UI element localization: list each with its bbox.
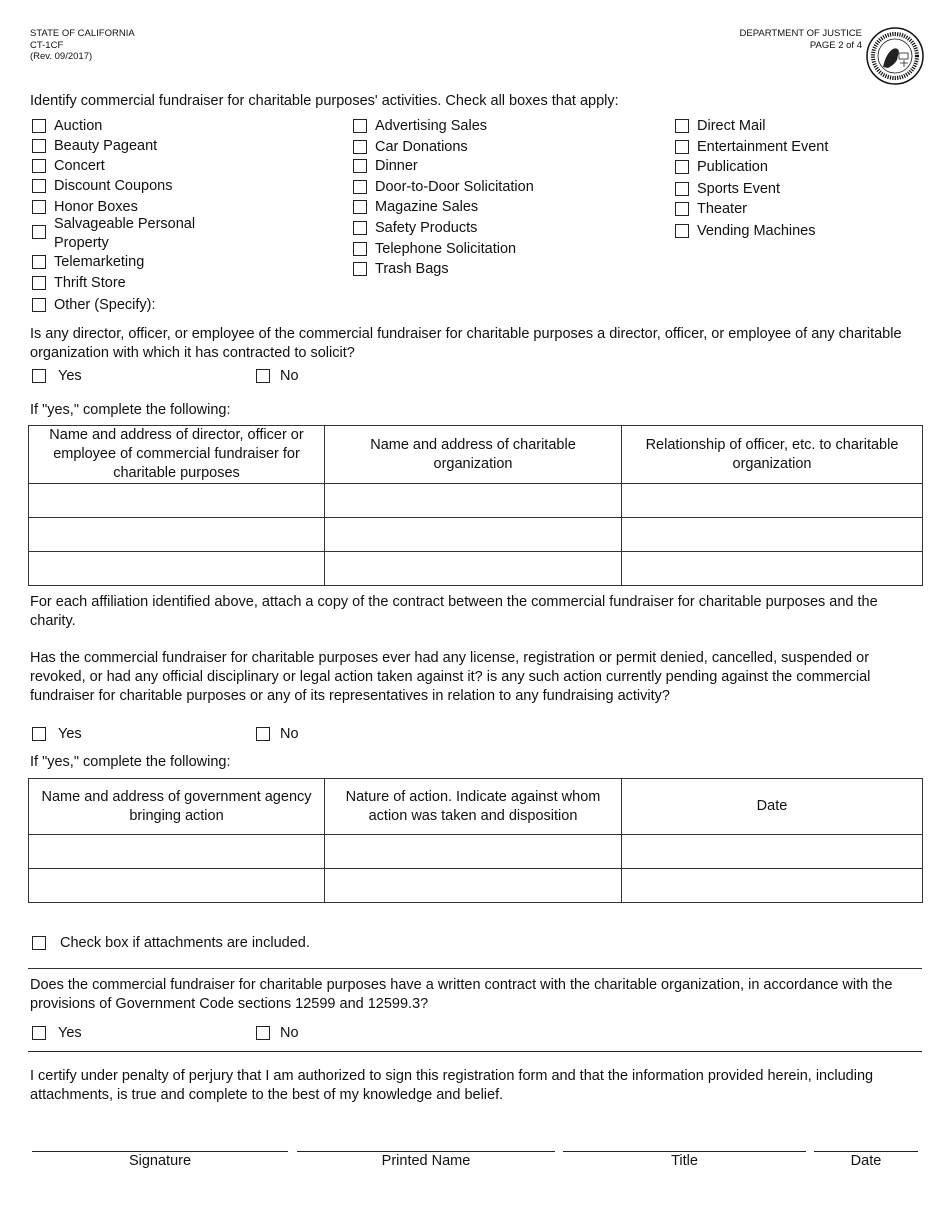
- checkbox-label: Yes: [58, 1025, 82, 1041]
- checkbox[interactable]: [32, 200, 46, 214]
- table-input-cell[interactable]: [325, 869, 622, 903]
- table-input-cell[interactable]: [325, 484, 622, 518]
- table-input-cell[interactable]: [29, 484, 325, 518]
- table-row: [29, 869, 923, 903]
- checkbox-row-telemarketing[interactable]: [32, 253, 144, 272]
- checkbox-row-magazine-sales[interactable]: [353, 198, 478, 217]
- q1-if-yes-label: If "yes," complete the following:: [30, 402, 231, 418]
- table-header-cell: Name and address of director, officer or employee of commercial fundraiser for charitable purposes: [29, 426, 325, 484]
- written-contract-question: Does the commercial fundraiser for charitable purposes have a written contract with the charitable organization, in accordance with the provisions of Government Code sections 12599 and 12599.3?: [30, 977, 893, 1012]
- checkbox[interactable]: [256, 1026, 270, 1040]
- checkbox[interactable]: [32, 255, 46, 269]
- table-header-cell: Nature of action. Indicate against whom action was taken and disposition: [325, 779, 622, 835]
- table-input-cell[interactable]: [622, 835, 923, 869]
- table-input-cell[interactable]: [622, 518, 923, 552]
- q3-yes-option[interactable]: [32, 1024, 82, 1043]
- page-number: PAGE 2 of 4: [809, 39, 862, 51]
- checkbox-label: Safety Products: [375, 220, 478, 236]
- table-input-cell[interactable]: [325, 552, 622, 586]
- checkbox-label: Door-to-Door Solicitation: [375, 179, 534, 195]
- table-header-row: [29, 779, 923, 835]
- table-row: [29, 518, 923, 552]
- checkbox[interactable]: [32, 298, 46, 312]
- q2-yes-option[interactable]: [32, 725, 82, 744]
- checkbox-label: No: [280, 368, 299, 384]
- director-overlap-question: Is any director, officer, or employee of the commercial fundraiser for charitable purposes a director, officer, or employee of any charitable organization with which it has contracted to solicit?: [30, 326, 902, 361]
- checkbox-label: Other (Specify):: [54, 297, 156, 313]
- checkbox-row-vending-machines[interactable]: [675, 222, 816, 241]
- table-input-cell[interactable]: [325, 518, 622, 552]
- checkbox-row-door-to-door[interactable]: [353, 178, 534, 197]
- checkbox-label: No: [280, 726, 299, 742]
- checkbox-row-trash-bags[interactable]: [353, 260, 449, 279]
- checkbox[interactable]: [675, 202, 689, 216]
- checkbox-label: Beauty Pageant: [54, 138, 158, 154]
- checkbox-label: Thrift Store: [54, 275, 126, 291]
- checkbox-label: Dinner: [375, 158, 418, 174]
- checkbox-row-car-donations[interactable]: [353, 138, 468, 157]
- checkbox-label: Vending Machines: [697, 223, 816, 239]
- checkbox-label: Entertainment Event: [697, 139, 829, 155]
- affiliation-note: For each affiliation identified above, attach a copy of the contract between the commercial fundraiser for charitable purposes and the charity.: [30, 594, 878, 629]
- attorney-general-seal-icon: [866, 27, 924, 85]
- q1-yes-option[interactable]: [32, 367, 82, 386]
- checkbox-row-advertising-sales[interactable]: [353, 117, 487, 136]
- government-action-table: [28, 778, 923, 903]
- checkbox-label: No: [280, 1025, 299, 1041]
- checkbox[interactable]: [675, 119, 689, 133]
- checkbox[interactable]: [32, 179, 46, 193]
- checkbox-row-other[interactable]: [32, 296, 156, 315]
- disciplinary-action-question: Has the commercial fundraiser for charitable purposes ever had any license, registration or permit denied, cancelled, suspended or revoked, or had any official disciplinary or legal action taken against it? is any such action currently pending against the commercial fundraiser for charitable purposes or any of its representatives in relation to any fundraising activity?: [30, 650, 871, 704]
- state-label: STATE OF CALIFORNIA: [30, 28, 135, 39]
- checkbox-label: Direct Mail: [697, 118, 766, 134]
- checkbox[interactable]: [32, 225, 46, 239]
- checkbox-row-telephone-solicitation[interactable]: [353, 240, 516, 259]
- checkbox[interactable]: [353, 180, 367, 194]
- checkbox-label: Concert: [54, 158, 105, 174]
- checkbox[interactable]: [32, 119, 46, 133]
- table-input-cell[interactable]: [29, 552, 325, 586]
- checkbox-label: Auction: [54, 118, 103, 134]
- checkbox[interactable]: [675, 140, 689, 154]
- section-divider: [28, 1051, 922, 1052]
- checkbox[interactable]: [675, 182, 689, 196]
- checkbox[interactable]: [32, 139, 46, 153]
- checkbox[interactable]: [353, 221, 367, 235]
- table-row: [29, 484, 923, 518]
- checkbox-row-entertainment-event[interactable]: [675, 138, 828, 157]
- q3-no-option[interactable]: [256, 1024, 299, 1043]
- revision-date: (Rev. 09/2017): [30, 51, 93, 62]
- checkbox-label: Trash Bags: [375, 261, 449, 277]
- section-divider: [28, 968, 922, 969]
- table-input-cell[interactable]: [325, 835, 622, 869]
- form-number: CT-1CF: [30, 39, 64, 51]
- checkbox-label: Magazine Sales: [375, 199, 479, 215]
- checkbox-label: Publication: [697, 159, 768, 175]
- table-input-cell[interactable]: [29, 518, 325, 552]
- checkbox-row-salvageable-personal-property[interactable]: [32, 215, 224, 253]
- checkbox[interactable]: [32, 369, 46, 383]
- checkbox-row-auction[interactable]: [32, 117, 102, 136]
- checkbox-label: Telephone Solicitation: [375, 241, 517, 257]
- activities-prompt: Identify commercial fundraiser for charitable purposes' activities. Check all boxes that apply:: [30, 93, 619, 109]
- q2-no-option[interactable]: [256, 725, 299, 744]
- checkbox[interactable]: [256, 727, 270, 741]
- checkbox-label: Yes: [58, 726, 82, 742]
- table-row: [29, 835, 923, 869]
- attachments-option[interactable]: [32, 934, 310, 953]
- table-input-cell[interactable]: [29, 869, 325, 903]
- checkbox[interactable]: [353, 119, 367, 133]
- checkbox[interactable]: [353, 159, 367, 173]
- checkbox-label: Check box if attachments are included.: [60, 935, 310, 951]
- checkbox[interactable]: [32, 159, 46, 173]
- form-id-block: [30, 28, 135, 63]
- checkbox-row-thrift-store[interactable]: [32, 274, 126, 293]
- checkbox-label: Honor Boxes: [54, 199, 138, 215]
- table-header-cell: Relationship of officer, etc. to charitable organization: [622, 426, 923, 484]
- table-row: [29, 552, 923, 586]
- certification-statement: I certify under penalty of perjury that I am authorized to sign this registration form and that the information provided herein, including attachments, is true and complete to the best of my knowledge and belief.: [30, 1068, 874, 1103]
- date-label: Date: [850, 1153, 882, 1169]
- checkbox-label: Advertising Sales: [375, 118, 488, 134]
- table-header-cell: Name and address of charitable organization: [325, 426, 622, 484]
- checkbox-row-safety-products[interactable]: [353, 219, 477, 238]
- checkbox[interactable]: [353, 200, 367, 214]
- checkbox-row-publication[interactable]: [675, 158, 768, 177]
- checkbox-label: Telemarketing: [54, 254, 145, 270]
- checkbox[interactable]: [675, 160, 689, 174]
- title-label: Title: [671, 1153, 698, 1169]
- checkbox[interactable]: [256, 369, 270, 383]
- checkbox-label: Car Donations: [375, 139, 468, 155]
- table-header-row: [29, 426, 923, 484]
- checkbox-row-concert[interactable]: [32, 157, 105, 176]
- checkbox-row-dinner[interactable]: [353, 157, 418, 176]
- checkbox[interactable]: [32, 936, 46, 950]
- q1-no-option[interactable]: [256, 367, 299, 386]
- table-header-cell: Date: [622, 779, 923, 835]
- checkbox-label: Sports Event: [697, 181, 781, 197]
- department-label: DEPARTMENT OF JUSTICE: [739, 28, 862, 39]
- checkbox-label: Yes: [58, 368, 82, 384]
- checkbox-row-discount-coupons[interactable]: [32, 177, 173, 196]
- checkbox[interactable]: [675, 224, 689, 238]
- checkbox-row-sports-event[interactable]: [675, 180, 780, 199]
- q2-if-yes-label: If "yes," complete the following:: [30, 754, 231, 770]
- table-input-cell[interactable]: [622, 484, 923, 518]
- checkbox-label: Discount Coupons: [54, 178, 173, 194]
- printed-name-label: Printed Name: [381, 1153, 471, 1169]
- checkbox[interactable]: [353, 262, 367, 276]
- signature-label: Signature: [128, 1153, 192, 1169]
- checkbox[interactable]: [32, 276, 46, 290]
- checkbox-row-beauty-pageant[interactable]: [32, 137, 157, 156]
- checkbox[interactable]: [353, 140, 367, 154]
- checkbox-label: Theater: [697, 201, 747, 217]
- checkbox[interactable]: [353, 242, 367, 256]
- table-input-cell[interactable]: [622, 552, 923, 586]
- checkbox-row-theater[interactable]: [675, 200, 747, 219]
- director-affiliation-table: [28, 425, 923, 586]
- checkbox[interactable]: [32, 1026, 46, 1040]
- table-input-cell[interactable]: [622, 869, 923, 903]
- checkbox-label: Salvageable Personal Property: [54, 216, 196, 251]
- checkbox[interactable]: [32, 727, 46, 741]
- table-input-cell[interactable]: [29, 835, 325, 869]
- checkbox-row-direct-mail[interactable]: [675, 117, 765, 136]
- table-header-cell: Name and address of government agency bringing action: [29, 779, 325, 835]
- department-block: [740, 28, 862, 51]
